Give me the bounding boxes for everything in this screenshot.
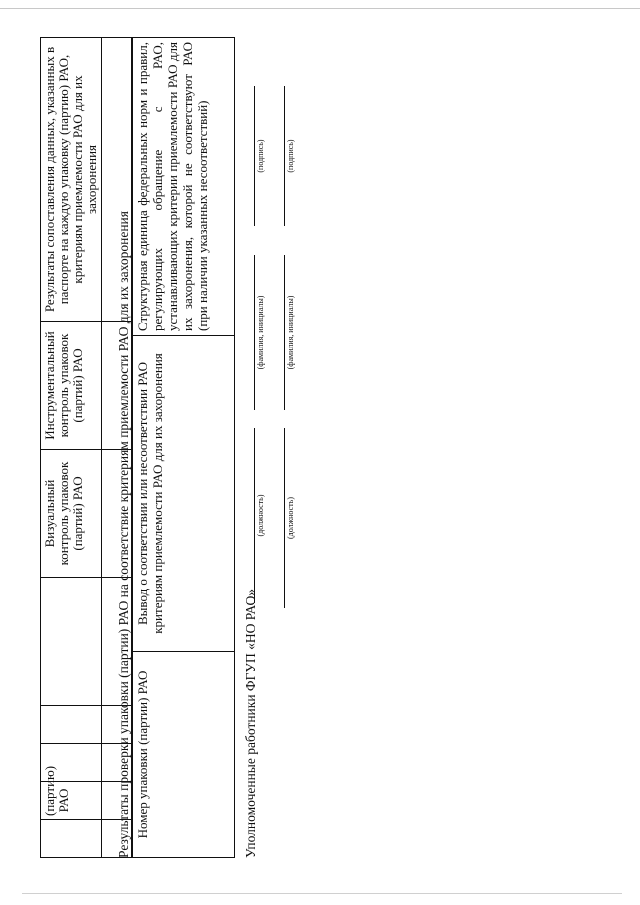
signatures-title: Уполномоченные работники ФГУП «НО РАО» [243,588,258,858]
caption-name-1: (фамилия, инициалы) [256,295,265,370]
header-cell-batch: (партию) РАО [41,782,102,820]
signature-line-sign-1 [254,86,255,226]
caption-position-1: (должность) [256,494,265,537]
header-cell-comparison-results: Результаты сопоставления данных, указанных в паспорте на каждую упаковку (партию) РАО, критериям приемлемости РАО для их захоронения [41,38,102,322]
header-cell-visual-control: Визуальный контроль упаковок (партий) РАО [41,450,102,578]
col-header-package-number: Номер упаковки (партии) РАО [133,652,235,858]
caption-signature-2: (подпись) [286,139,295,173]
scan-bottom-edge [22,893,622,894]
col-header-structural-unit: Структурная единица федеральных норм и правил, регулирующих обращение с РАО, устанавливающих критерии приемлемости РАО для их захоронения, которой не соответствуют РАО (при наличии указанных несоответствий) [133,38,235,336]
header-cell-blank-3 [41,706,102,744]
inspection-results-table [132,37,235,858]
header-cell-blank-1 [41,820,102,858]
section-title: Результаты проверки упаковки (партии) РАО на соответствие критериям приемлемости РАО для их захоронения [116,211,131,858]
caption-name-2: (фамилия, инициалы) [286,295,295,370]
signature-line-name-1 [254,255,255,410]
signature-line-position-1 [254,428,255,603]
header-cell-blank-4 [41,578,102,706]
signature-line-position-2 [284,428,285,608]
signature-line-name-2 [284,255,285,410]
scan-top-edge [0,8,640,9]
caption-signature-1: (подпись) [256,139,265,173]
col-header-conclusion: Вывод о соответствии или несоответствии РАО критериям приемлемости РАО для их захоронения [133,336,235,652]
header-cell-instrumental-control: Инструментальный контроль упаковок (партий) РАО [41,322,102,450]
caption-position-2: (должность) [286,497,295,539]
rotated-document-page [40,38,585,858]
signature-line-sign-2 [284,86,285,226]
